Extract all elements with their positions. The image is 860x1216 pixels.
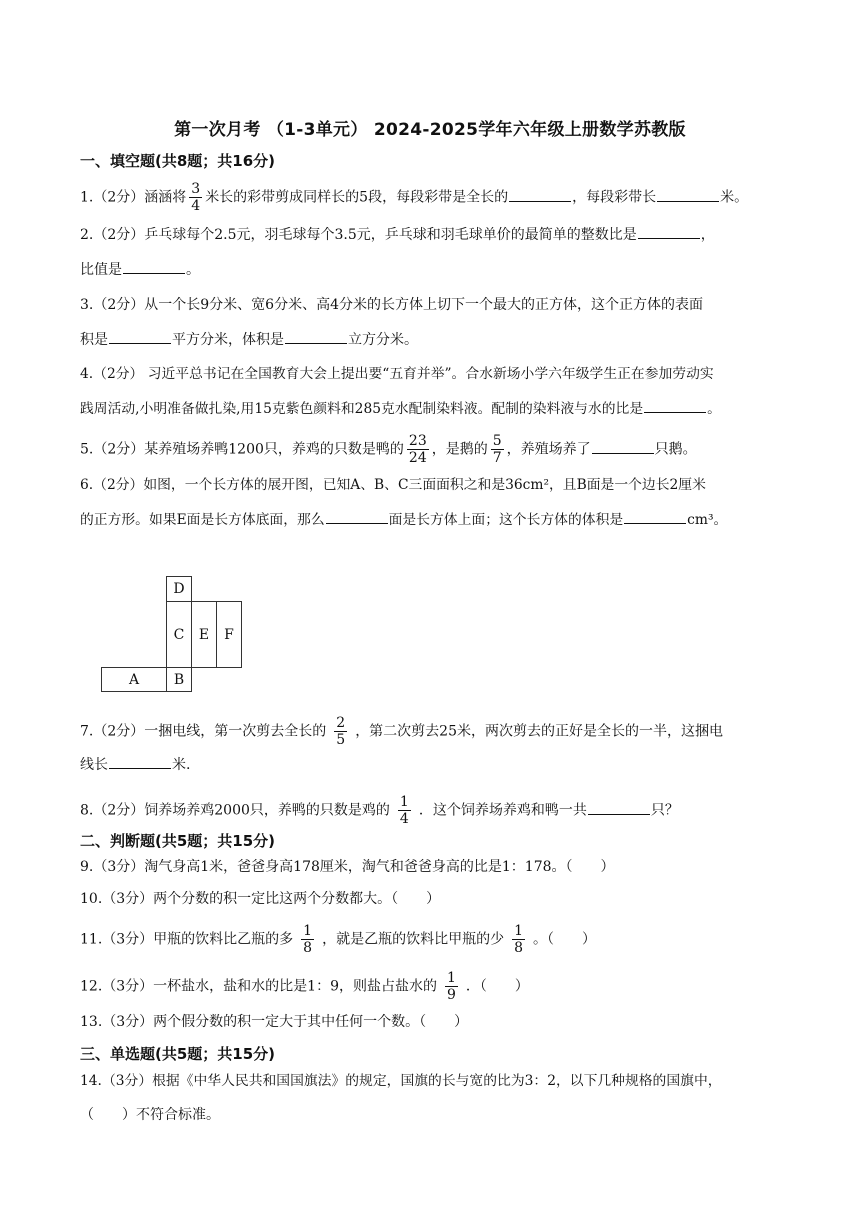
question-2: 2.（2分）乒乓球每个2.5元，羽毛球每个3.5元，乒乓球和羽毛球单价的最简单的整数比是 ， — [80, 224, 715, 245]
question-8: 8.（2分）饲养场养鸡2000只，养鸭的只数是鸡的 $\frac{1}{4}$ ．这个饲养场养鸡和鸭一共 只？ — [80, 794, 679, 827]
question-14: 14.（3分）根据《中华人民共和国国旗法》的规定，国旗的长与宽的比为3：2，以下几种规格的国旗中， — [80, 1073, 722, 1089]
fraction: $\frac{2}{5}$ — [336, 715, 346, 748]
answer-blank[interactable] — [285, 329, 347, 344]
answer-blank[interactable] — [509, 187, 571, 202]
question-9: 9.（3分）淘气身高1米，爸爸身高178厘米，淘气和爸爸身高的比是1：178。（ ） — [80, 859, 615, 875]
net-face-b: B — [166, 667, 192, 692]
answer-blank[interactable] — [657, 187, 719, 202]
question-1: 1.（2分）涵涵将 $\frac{3}{4}$ 米长的彩带剪成同样长的5段，每段彩带是全长的 ，每段彩带长 米。 — [80, 181, 749, 214]
answer-blank[interactable] — [588, 800, 650, 815]
question-13: 13.（3分）两个假分数的积一定大于其中任何一个数。（ ） — [80, 1014, 469, 1030]
net-face-c: C — [166, 601, 192, 668]
section-heading-true-false: 二、判断题(共5题；共15分) — [80, 832, 276, 850]
fraction: $\frac{23}{24}$ — [408, 433, 427, 466]
question-10: 10.（3分）两个分数的积一定比这两个分数都大。（ ） — [80, 891, 441, 907]
question-3: 3.（2分）从一个长9分米、宽6分米、高4分米的长方体上切下一个最大的正方体，这个正方体的表面 — [80, 297, 703, 313]
answer-blank[interactable] — [638, 224, 700, 239]
question-12: 12.（3分）一杯盐水，盐和水的比是1：9，则盐占盐水的 $\frac{1}{9}$ ．（ ） — [80, 970, 529, 1003]
section-heading-single-choice: 三、单选题(共5题；共15分) — [80, 1045, 276, 1063]
question-2-line-2: 比值是 。 — [80, 259, 200, 280]
answer-blank[interactable] — [624, 509, 686, 524]
question-7: 7.（2分）一捆电线，第一次剪去全长的 $\frac{2}{5}$ ，第二次剪去25米，两次剪去的正好是全长的一半，这捆电 — [80, 715, 724, 748]
question-4: 4.（2分） 习近平总书记在全国教育大会上提出要“五育并举”。合水新场小学六年级学生正在参加劳动实 — [80, 366, 714, 382]
question-11: 11.（3分）甲瓶的饮料比乙瓶的多 $\frac{1}{8}$ ，就是乙瓶的饮料比甲瓶的少 $\frac{1}{8}$ 。（ ） — [80, 923, 597, 956]
question-6-line-2: 的正方形。如果E面是长方体底面，那么 面是长方体上面；这个长方体的体积是 cm³。 — [80, 509, 727, 530]
question-4-line-2: 践周活动,小明准备做扎染,用15克紫色颜料和285克水配制染料液。配制的染料液与水的比是 。 — [80, 398, 721, 419]
question-3-line-2: 积是 平方分米，体积是 立方分米。 — [80, 329, 418, 350]
question-7-line-2: 线长 米. — [80, 754, 190, 775]
answer-blank[interactable] — [109, 754, 171, 769]
answer-blank[interactable] — [592, 439, 654, 454]
answer-blank[interactable] — [109, 329, 171, 344]
net-face-f: F — [216, 601, 242, 668]
fraction: $\frac{1}{8}$ — [514, 923, 524, 956]
question-14-line-2: （ ）不符合标准。 — [80, 1107, 220, 1123]
fraction: $\frac{1}{9}$ — [447, 970, 456, 1003]
section-heading-fill-blank: 一、填空题(共8题；共16分) — [80, 152, 276, 170]
net-face-a: A — [101, 667, 167, 692]
fraction: $\frac{3}{4}$ — [191, 181, 201, 214]
page-title: 第一次月考 （1-3单元） 2024-2025学年六年级上册数学苏教版 — [174, 120, 686, 140]
fraction: $\frac{1}{4}$ — [399, 794, 409, 827]
answer-blank[interactable] — [326, 509, 388, 524]
answer-blank[interactable] — [644, 398, 706, 413]
question-5: 5.（2分）某养殖场养鸭1200只，养鸡的只数是鸭的 $\frac{23}{24}$ ，是鹅的 $\frac{5}{7}$ ，养殖场养了 只鹅。 — [80, 433, 697, 466]
answer-blank[interactable] — [123, 259, 185, 274]
fraction: $\frac{1}{8}$ — [303, 923, 313, 956]
fraction: $\frac{5}{7}$ — [492, 433, 502, 466]
net-face-d: D — [166, 576, 192, 602]
question-6: 6.（2分）如图，一个长方体的展开图，已知A、B、C三面面积之和是36cm²，且B面是一个边长2厘米 — [80, 477, 706, 493]
net-face-e: E — [191, 601, 217, 668]
